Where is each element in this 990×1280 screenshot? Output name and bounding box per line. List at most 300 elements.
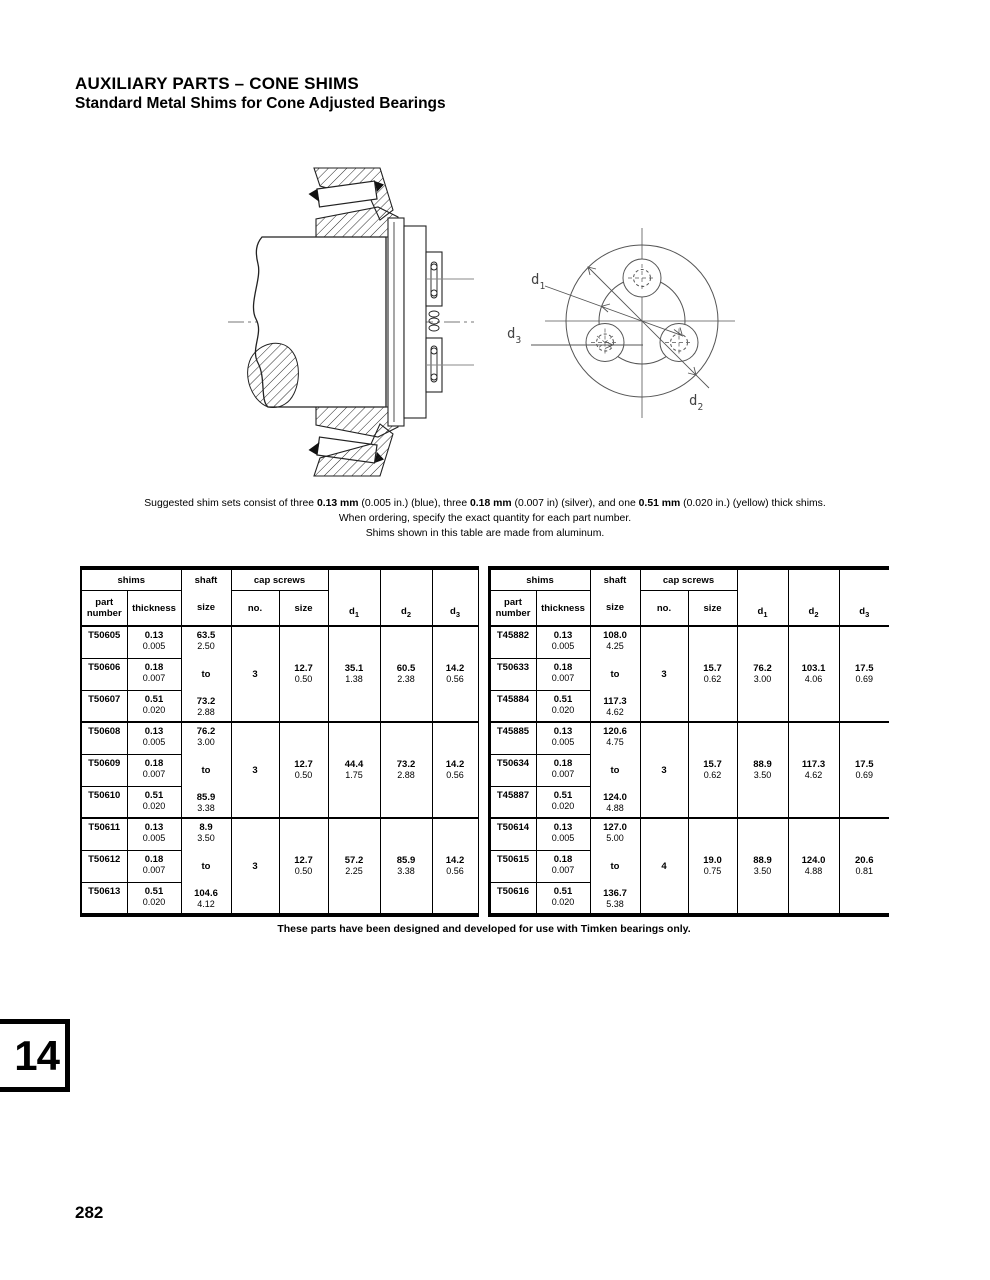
screw-count: 3 (252, 668, 258, 680)
part-number-cell (81, 690, 127, 722)
shaft-size-cell (590, 818, 640, 915)
metric-value: 136.7 (603, 888, 627, 899)
d1-cell (328, 722, 380, 818)
inch-value: 0.007 (551, 768, 575, 779)
header-screw-size: size (279, 591, 328, 627)
shaft-size-range (591, 627, 640, 721)
inch-value: 0.50 (294, 674, 313, 684)
cap-screw-upper (431, 262, 437, 298)
metric-value: 85.9 (196, 792, 216, 803)
metric-value: 88.9 (753, 855, 772, 866)
shaft-from (591, 822, 640, 844)
inch-value: 0.56 (446, 866, 464, 876)
metric-value: 15.7 (703, 663, 722, 674)
inch-value: 0.020 (142, 704, 166, 715)
metric-value: 12.7 (294, 663, 313, 674)
part-number: T50633 (496, 661, 530, 673)
metric-value: 14.2 (445, 855, 465, 866)
inch-value: 2.25 (345, 866, 363, 876)
shim-table-right-container (488, 566, 890, 917)
note-line-1 (115, 496, 855, 511)
header-row-groups (489, 568, 889, 591)
note-segment: 0.13 mm (316, 498, 359, 509)
screw-size-cell (279, 818, 328, 915)
shaft-size-range (182, 723, 231, 817)
shim-pack (388, 218, 404, 426)
screw-size-cell (688, 722, 737, 818)
d-subscript: 3 (455, 610, 460, 619)
bearing-cross-section-drawing (228, 158, 476, 490)
inch-value: 0.020 (551, 800, 575, 811)
shaft-to-word: to (201, 764, 211, 776)
metric-value: 124.0 (801, 855, 826, 866)
metric-value: 0.51 (144, 789, 164, 801)
screw-count-cell (640, 818, 688, 915)
d-subscript: 2 (814, 610, 819, 619)
inch-value: 3.50 (753, 770, 772, 780)
part-number: T45887 (496, 789, 530, 801)
inch-value: 0.62 (703, 770, 722, 780)
metric-value: 0.13 (144, 630, 164, 641)
header-part-line2: number (86, 608, 122, 619)
inch-value: 4.06 (804, 674, 823, 684)
part-number-cell (81, 626, 127, 658)
inch-value: 0.020 (142, 800, 166, 811)
washer-coil (429, 325, 439, 331)
metric-value: 44.4 (344, 759, 364, 770)
d3-label: $d_3$ (507, 326, 522, 346)
thickness-cell (536, 658, 590, 690)
part-number: T50609 (88, 757, 121, 769)
inch-value: 3.50 (197, 833, 215, 843)
table-header (81, 568, 478, 626)
d2-cell (380, 626, 432, 722)
table-row (489, 722, 889, 754)
header-thickness: thickness (127, 591, 181, 627)
screw-count-cell (231, 818, 279, 915)
screw-count: 3 (661, 668, 667, 680)
shaft-to-word: to (610, 860, 620, 872)
thickness-cell (536, 722, 590, 754)
page-number: 282 (75, 1203, 104, 1222)
shim-group (81, 722, 478, 818)
metric-value: 0.13 (553, 630, 573, 641)
inch-value: 2.88 (397, 770, 415, 780)
thickness-cell (536, 690, 590, 722)
header-screw-no: no. (640, 591, 688, 627)
cone-top (316, 207, 398, 237)
metric-value: 35.1 (344, 663, 364, 674)
screw-size-cell (279, 626, 328, 722)
d-subscript: 1 (763, 610, 768, 619)
inch-value: 0.69 (855, 674, 874, 684)
right-shim-table (488, 566, 890, 917)
shaft-to (591, 792, 640, 814)
metric-value: 0.51 (553, 886, 573, 898)
d2-label: $d_2$ (689, 393, 704, 413)
inch-value: 4.62 (804, 770, 823, 780)
inch-value: 0.50 (294, 770, 313, 780)
header-d3: $d_3$ (839, 568, 889, 626)
metric-value: 57.2 (344, 855, 364, 866)
inch-value: 3.50 (753, 866, 772, 876)
part-number-cell (81, 883, 127, 915)
shaft-to-word: to (610, 764, 620, 776)
header-screw-no: no. (231, 591, 279, 627)
shaft-size-range (182, 819, 231, 913)
header-screw-size: size (688, 591, 737, 627)
inch-value: 0.005 (142, 737, 166, 747)
inch-value: 2.88 (197, 707, 215, 717)
timken-footnote: These parts have been designed and developed for use with Timken bearings only. (277, 923, 691, 935)
metric-value: 0.51 (144, 693, 164, 705)
header-shaft: shaft (181, 568, 231, 591)
note-line-2: When ordering, specify the exact quantity for each part number. (338, 513, 632, 524)
metric-value: 108.0 (603, 630, 627, 641)
d-subscript: 3 (865, 610, 870, 619)
header-d1: $d_1$ (737, 568, 788, 626)
header-shaft-size: size (590, 591, 640, 627)
inch-value: 0.005 (551, 833, 575, 843)
metric-value: 63.5 (196, 630, 216, 641)
d3-cell (432, 626, 478, 722)
metric-value: 17.5 (855, 759, 874, 770)
part-number: T50610 (88, 789, 121, 801)
thickness-cell (127, 850, 181, 882)
metric-value: 0.13 (144, 822, 164, 833)
screw-size-cell (688, 626, 737, 722)
page-title: AUXILIARY PARTS – CONE SHIMS (75, 74, 359, 93)
inch-value: 0.005 (551, 737, 575, 747)
inch-value: 2.38 (397, 674, 415, 684)
shaft-to (182, 792, 231, 814)
thickness-cell (127, 690, 181, 722)
metric-value: 117.3 (603, 696, 627, 707)
screw-count: 3 (252, 764, 258, 776)
d1-cell (328, 626, 380, 722)
metric-value: 76.2 (196, 726, 216, 737)
part-number: T45884 (496, 693, 530, 705)
metric-value: 104.6 (194, 888, 218, 899)
thickness-cell (536, 850, 590, 882)
inch-value: 0.81 (855, 866, 874, 876)
d1-cell (328, 818, 380, 915)
shim-group (81, 818, 478, 915)
thickness-cell (536, 786, 590, 818)
inch-value: 0.020 (551, 704, 575, 715)
shaft-to-word: to (201, 668, 211, 680)
inch-value: 4.62 (606, 707, 624, 717)
part-number: T50605 (88, 630, 121, 641)
thickness-cell (127, 786, 181, 818)
inch-value: 3.00 (753, 674, 772, 684)
header-d1: $d_1$ (328, 568, 380, 626)
header-shaft: shaft (590, 568, 640, 591)
shim-table-left-container (80, 566, 479, 917)
table-row (489, 626, 889, 658)
shim-group (489, 722, 889, 818)
metric-value: 12.7 (294, 759, 313, 770)
part-number-cell (81, 754, 127, 786)
screw-count: 4 (661, 860, 667, 872)
part-number: T50608 (88, 726, 121, 737)
inch-value: 0.020 (551, 897, 575, 908)
d-subscript: 2 (406, 610, 411, 619)
d2-cell (380, 818, 432, 915)
inch-value: 3.38 (397, 866, 415, 876)
metric-value: 0.51 (553, 693, 573, 705)
screw-size-cell (279, 722, 328, 818)
part-number: T45885 (496, 726, 530, 737)
thickness-cell (127, 818, 181, 850)
washer-coil (429, 318, 439, 324)
part-number: T50616 (496, 886, 530, 898)
page-subtitle: Standard Metal Shims for Cone Adjusted Bearings (75, 95, 446, 112)
metric-value: 73.2 (396, 759, 416, 770)
header-part-number (81, 591, 127, 627)
table-row (489, 818, 889, 850)
d3-cell (839, 818, 889, 915)
left-shim-table (80, 566, 479, 917)
shaft-from (182, 630, 231, 652)
part-number-cell (489, 690, 536, 722)
shaft-size-range (591, 723, 640, 817)
metric-value: 0.18 (553, 757, 573, 769)
screw-count-cell (231, 626, 279, 722)
metric-value: 0.13 (553, 726, 573, 737)
thickness-cell (127, 626, 181, 658)
inch-value: 0.020 (142, 897, 166, 908)
inch-value: 0.56 (446, 674, 464, 684)
part-number: T50606 (88, 661, 121, 673)
header-d2: $d_2$ (380, 568, 432, 626)
metric-value: 127.0 (603, 822, 627, 833)
thickness-cell (536, 754, 590, 786)
metric-value: 8.9 (199, 822, 213, 833)
part-number-cell (81, 850, 127, 882)
d3-cell (839, 722, 889, 818)
metric-value: 73.2 (196, 696, 216, 707)
metric-value: 0.13 (553, 822, 573, 833)
header-cap-screws: cap screws (640, 568, 737, 591)
metric-value: 14.2 (445, 663, 465, 674)
inch-value: 5.38 (606, 899, 624, 909)
shaft-from (591, 630, 640, 652)
inch-value: 0.005 (551, 641, 575, 651)
part-number-cell (489, 658, 536, 690)
screw-count-cell (640, 626, 688, 722)
shaft-size-range (591, 819, 640, 913)
metric-value: 0.18 (553, 661, 573, 673)
header-cap-screws: cap screws (231, 568, 328, 591)
note-segment: 0.51 mm (638, 498, 681, 509)
d1-cell (737, 722, 788, 818)
metric-value: 0.51 (553, 789, 573, 801)
header-shims: shims (81, 568, 181, 591)
part-number-cell (489, 883, 536, 915)
part-number: T50612 (88, 853, 121, 865)
thickness-cell (536, 626, 590, 658)
shaft-from (182, 726, 231, 748)
shaft-size-cell (181, 626, 231, 722)
note-segment: (0.020 in.) (yellow) thick shims. (680, 498, 826, 509)
metric-value: 19.0 (703, 855, 722, 866)
inch-value: 0.007 (551, 672, 575, 683)
screw-count-cell (231, 722, 279, 818)
inch-value: 4.25 (606, 641, 624, 651)
inch-value: 0.56 (446, 770, 464, 780)
note-segment: Suggested shim sets consist of three (144, 498, 317, 509)
shim-group (81, 626, 478, 722)
thickness-cell (536, 883, 590, 915)
thickness-cell (127, 754, 181, 786)
inch-value: 1.75 (345, 770, 363, 780)
d2-cell (788, 626, 839, 722)
metric-value: 0.13 (144, 726, 164, 737)
end-cap (404, 226, 426, 418)
thickness-cell (127, 722, 181, 754)
part-number-cell (489, 786, 536, 818)
shim-tables (80, 566, 890, 917)
header-part-line1: part (95, 597, 114, 608)
inch-value: 0.75 (703, 866, 722, 876)
inch-value: 4.75 (606, 737, 624, 747)
d3-cell (432, 722, 478, 818)
shaft-from (182, 822, 231, 844)
header-shims: shims (489, 568, 590, 591)
metric-value: 124.0 (603, 792, 627, 803)
table-gutter (479, 566, 488, 917)
header-part-number (489, 591, 536, 627)
metric-value: 103.1 (801, 663, 826, 674)
inch-value: 0.007 (142, 768, 166, 779)
washer-coil (429, 311, 439, 317)
shaft-size-cell (181, 818, 231, 915)
part-number-cell (489, 818, 536, 850)
metric-value: 60.5 (396, 663, 416, 674)
d3-cell (432, 818, 478, 915)
part-number: T50634 (496, 757, 530, 769)
inch-value: 0.005 (142, 833, 166, 843)
part-number: T45882 (496, 630, 530, 641)
metric-value: 0.51 (144, 886, 164, 898)
chapter-tab: 14 (0, 1019, 70, 1092)
metric-value: 120.6 (603, 726, 627, 737)
metric-value: 20.6 (855, 855, 874, 866)
inch-value: 0.007 (551, 864, 575, 875)
inch-value: 0.007 (142, 864, 166, 875)
inch-value: 5.00 (606, 833, 624, 843)
inch-value: 3.38 (197, 803, 215, 813)
inch-value: 4.88 (804, 866, 823, 876)
part-number: T50614 (496, 822, 530, 833)
part-number: T50613 (88, 886, 121, 898)
metric-value: 12.7 (294, 855, 313, 866)
screw-count: 3 (661, 764, 667, 776)
part-number: T50607 (88, 693, 121, 705)
metric-value: 76.2 (753, 663, 772, 674)
shaft-to (182, 888, 231, 910)
part-number-cell (81, 786, 127, 818)
d-subscript: 1 (354, 610, 359, 619)
header-shaft-size: size (181, 591, 231, 627)
inch-value: 0.007 (142, 672, 166, 683)
d2-cell (380, 722, 432, 818)
d2-cell (788, 818, 839, 915)
part-number-cell (489, 626, 536, 658)
header-part-line1: part (504, 597, 522, 608)
shaft-from (591, 726, 640, 748)
screw-count-cell (640, 722, 688, 818)
part-number-cell (489, 850, 536, 882)
inch-value: 4.88 (606, 803, 624, 813)
inch-value: 0.50 (294, 866, 313, 876)
table-row (81, 818, 478, 850)
inch-value: 0.62 (703, 674, 722, 684)
d1-cell (737, 626, 788, 722)
cap-screw-lower (431, 346, 437, 382)
shim-end-view-drawing (495, 222, 765, 432)
inch-value: 0.005 (142, 641, 166, 651)
note-segment: (0.005 in.) (blue), three (358, 498, 470, 509)
shaft-size-cell (181, 722, 231, 818)
header-row-groups (81, 568, 478, 591)
thickness-cell (127, 658, 181, 690)
part-number-cell (81, 658, 127, 690)
inch-value: 4.12 (197, 899, 215, 909)
thickness-cell (536, 818, 590, 850)
screw-count: 3 (252, 860, 258, 872)
metric-value: 85.9 (396, 855, 416, 866)
shaft-to-word: to (610, 668, 620, 680)
metric-value: 0.18 (144, 661, 164, 673)
header-part-line2: number (495, 608, 531, 619)
inch-value: 0.69 (855, 770, 874, 780)
inch-value: 1.38 (345, 674, 363, 684)
shim-group (489, 818, 889, 915)
d1-label: $d_1$ (531, 272, 546, 292)
metric-value: 0.18 (144, 757, 164, 769)
part-number-cell (81, 722, 127, 754)
metric-value: 0.18 (144, 853, 164, 865)
thickness-cell (127, 883, 181, 915)
shaft-break-section (248, 343, 299, 407)
header-d2: $d_2$ (788, 568, 839, 626)
note-line-3: Shims shown in this table are made from aluminum. (365, 528, 605, 539)
shaft-to (591, 888, 640, 910)
metric-value: 15.7 (703, 759, 722, 770)
table-row (81, 722, 478, 754)
metric-value: 117.3 (801, 759, 826, 770)
metric-value: 88.9 (753, 759, 772, 770)
shaft-size-cell (590, 722, 640, 818)
shaft-size-cell (590, 626, 640, 722)
part-number-cell (489, 754, 536, 786)
d2-cell (788, 722, 839, 818)
header-d3: $d_3$ (432, 568, 478, 626)
part-number: T50611 (88, 822, 121, 833)
d3-cell (839, 626, 889, 722)
shaft-to (182, 696, 231, 718)
metric-value: 14.2 (445, 759, 465, 770)
inch-value: 2.50 (197, 641, 215, 651)
table-header (489, 568, 889, 626)
shaft-size-range (182, 627, 231, 721)
part-number-cell (81, 818, 127, 850)
note-segment: (0.007 in) (silver), and one (511, 498, 639, 509)
part-number-cell (489, 722, 536, 754)
shim-group (489, 626, 889, 722)
